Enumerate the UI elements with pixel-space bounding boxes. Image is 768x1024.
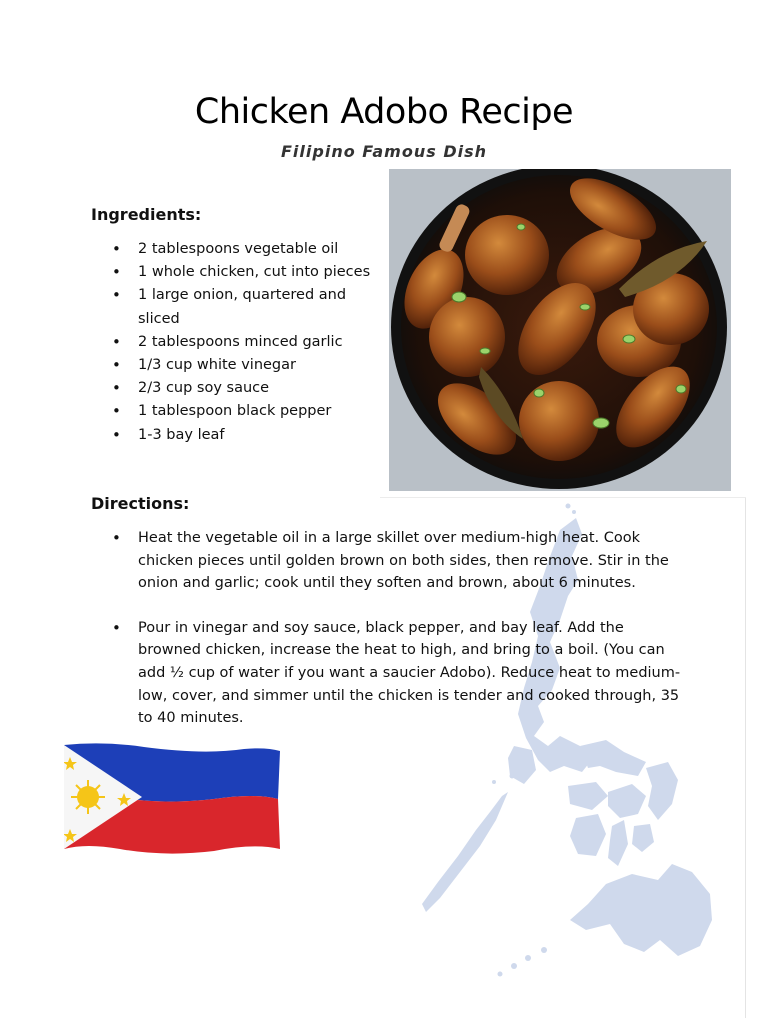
ingredient-item: • 1/3 cup white vinegar bbox=[112, 354, 382, 377]
ingredient-item: • 1 whole chicken, cut into pieces bbox=[112, 261, 382, 284]
ingredient-item: • 2 tablespoons vegetable oil bbox=[112, 238, 382, 261]
ingredient-item: • 1 tablespoon black pepper bbox=[112, 400, 382, 423]
page-title: Chicken Adobo Recipe bbox=[194, 92, 574, 132]
map-frame-side-line bbox=[745, 498, 746, 1018]
map-frame-top-line bbox=[380, 497, 746, 498]
directions-list bbox=[112, 527, 682, 752]
ingredient-item: • 1-3 bay leaf bbox=[112, 424, 382, 447]
ingredient-item: • 2 tablespoons minced garlic bbox=[112, 331, 382, 354]
ingredients-list bbox=[112, 238, 382, 447]
philippine-flag-image bbox=[64, 743, 282, 855]
page-subtitle: Filipino Famous Dish bbox=[281, 142, 487, 161]
direction-step: • Heat the vegetable oil in a large skillet over medium-high heat. Cook chicken pieces until golden brown on both sides, then remove. Stir in the onion and garlic; cook until they soften and brown, about 6 minutes. bbox=[112, 527, 682, 595]
ingredients-heading: Ingredients: bbox=[91, 205, 202, 224]
direction-step: • Pour in vinegar and soy sauce, black pepper, and bay leaf. Add the browned chicken, increase the heat to high, and bring to a boil. (You can add ½ cup of water if you want a saucier Adobo). Reduce heat to medium-low, cover, and simmer until the chicken is tender and cooked through, 35 to 40 minutes. bbox=[112, 617, 682, 730]
ingredient-item: • 1 large onion, quartered and sliced bbox=[112, 284, 382, 330]
chicken-adobo-photo bbox=[389, 169, 731, 491]
directions-heading: Directions: bbox=[91, 494, 190, 513]
ingredient-item: • 2/3 cup soy sauce bbox=[112, 377, 382, 400]
